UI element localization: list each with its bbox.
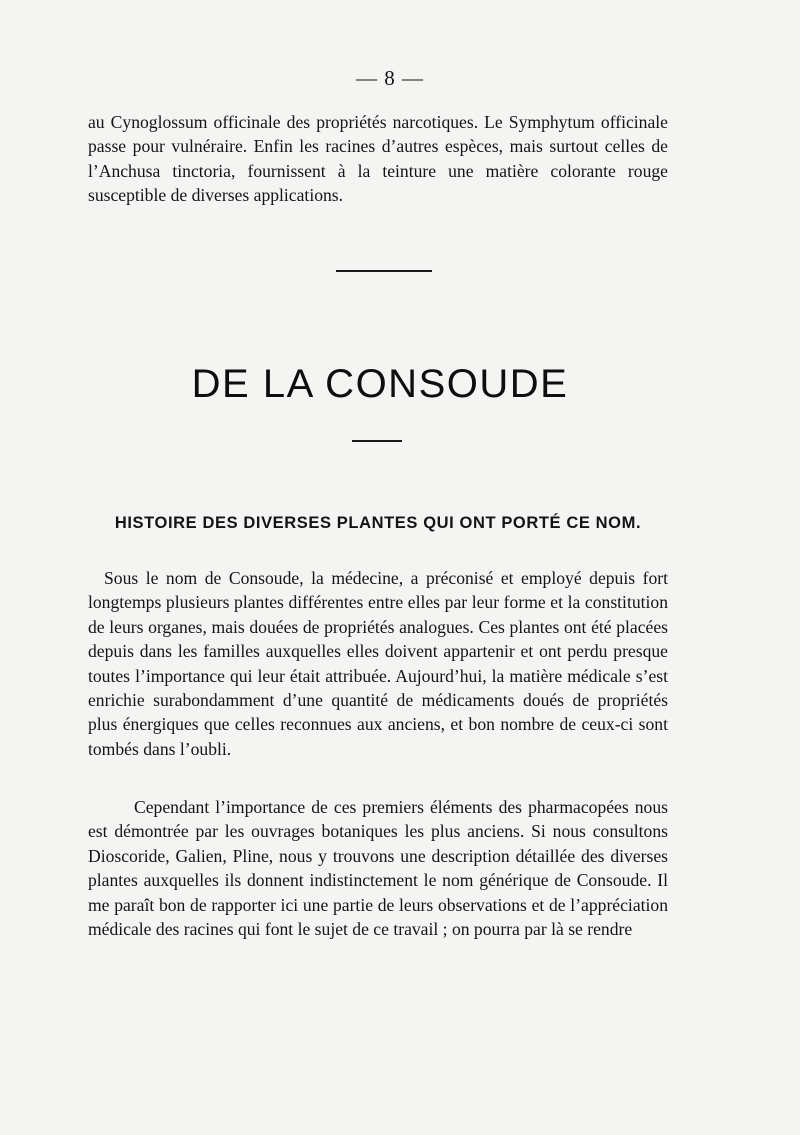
section-heading: HISTOIRE DES DIVERSES PLANTES QUI ONT PORTÉ CE NOM. [114, 514, 642, 532]
intro-paragraph: au Cynoglossum officinale des propriétés narcotiques. Le Symphytum officinale passe pour vulnéraire. Enfin les racines d’autres espèces, mais surtout celles de l’Anchusa tinctoria, fournissent à la teinture une matière colorante rouge susceptible de diverses applications. [88, 112, 668, 206]
page-number: — 8 — [356, 66, 424, 90]
body-paragraph-1: Sous le nom de Consoude, la médecine, a préconisé et employé depuis fort longtemps plusieurs plantes différentes entre elles par leur forme et la constitution de leurs organes, mais douées de propriétés analogues. Ces plantes ont été placées depuis dans les familles auxquelles elles doivent appartenir et ont perdu presque toutes l’importance qui leur était attribuée. Aujourd’hui, la matière médicale s’est enrichie surabondamment d’une quantité de médicaments doués de propriétés plus énergiques que celles reconnues aux anciens, et bon nombre de ceux-ci sont tombés dans l’oubli. [88, 568, 668, 759]
chapter-title: DE LA CONSOUDE [191, 362, 569, 406]
section-divider [336, 270, 432, 272]
title-underline [352, 440, 402, 442]
body-paragraph-2: Cependant l’importance de ces premiers éléments des pharmacopées nous est démontrée par les ouvrages botaniques les plus anciens. Si nous consultons Dioscoride, Galien, Pline, nous y trouvons une description détaillée des diverses plantes auxquelles ils donnent indistinctement le nom générique de Consoude. Il me paraît bon de rapporter ici une partie de leurs observations et de l’appréciation médicale des racines qui font le sujet de ce travail ; on pourra par là se rendre [88, 797, 668, 940]
